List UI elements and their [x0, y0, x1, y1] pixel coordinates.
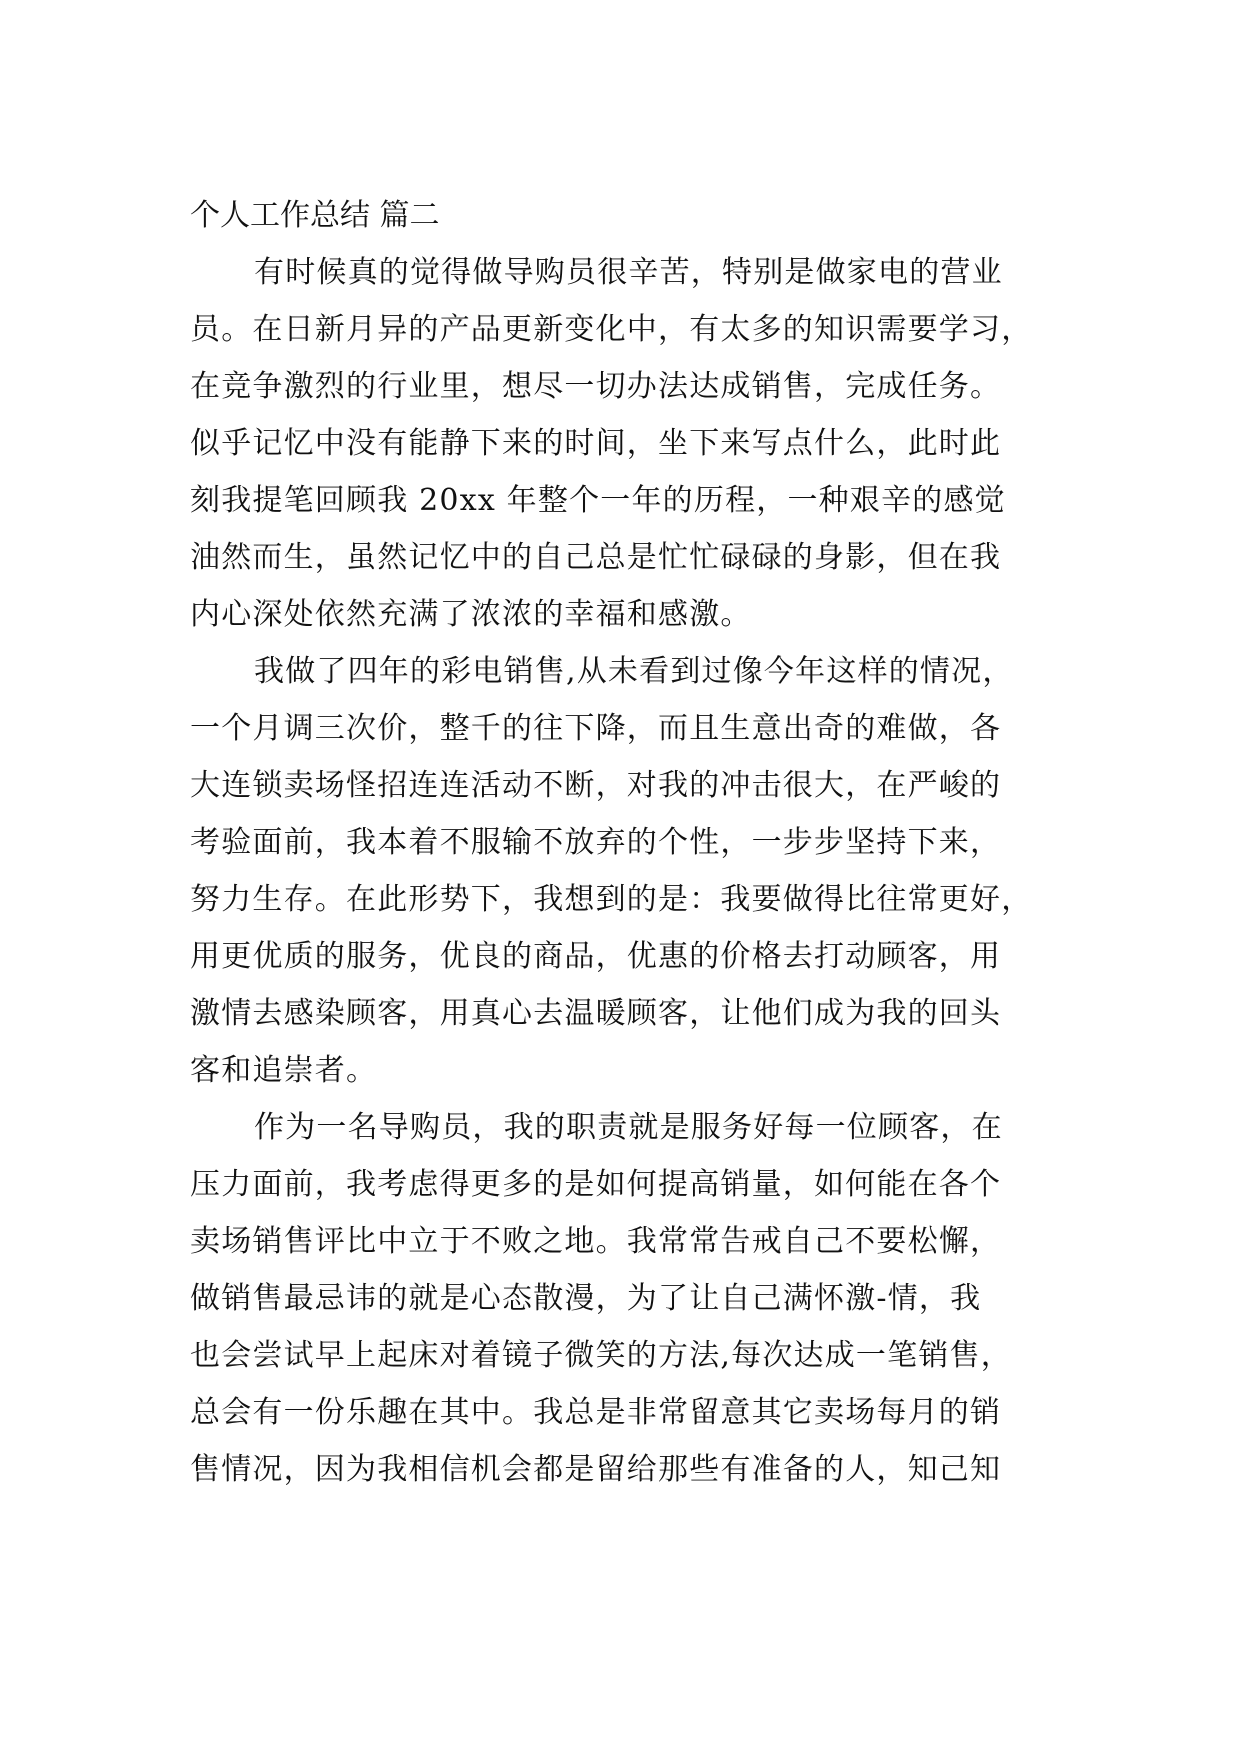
paragraph-line: 卖场销售评比中立于不败之地。我常常告戒自己不要松懈， [190, 1224, 1002, 1259]
paragraph-line: 压力面前，我考虑得更多的是如何提高销量，如何能在各个 [190, 1167, 1002, 1202]
paragraph-line: 一个月调三次价，整千的往下降，而且生意出奇的难做，各 [190, 711, 1002, 746]
paragraph-line: 内心深处依然充满了浓浓的幸福和感激。 [190, 597, 752, 632]
paragraph-line: 也会尝试早上起床对着镜子微笑的方法,每次达成一笔销售， [190, 1338, 1012, 1373]
paragraph-line: 员。在日新月异的产品更新变化中，有太多的知识需要学习， [190, 312, 1033, 347]
paragraph-line: 油然而生，虽然记忆中的自己总是忙忙碌碌的身影，但在我 [190, 540, 1002, 575]
paragraph-line: 我做了四年的彩电销售,从未看到过像今年这样的情况， [254, 654, 1014, 689]
paragraph-line: 总会有一份乐趣在其中。我总是非常留意其它卖场每月的销 [190, 1395, 1002, 1430]
paragraph-line: 售情况，因为我相信机会都是留给那些有准备的人，知己知 [190, 1452, 1002, 1487]
paragraph-line: 激情去感染顾客，用真心去温暖顾客，让他们成为我的回头 [190, 996, 1002, 1031]
paragraph-line: 在竞争激烈的行业里，想尽一切办法达成销售，完成任务。 [190, 369, 1002, 404]
paragraph-line: 似乎记忆中没有能静下来的时间，坐下来写点什么，此时此 [190, 426, 1002, 461]
paragraph-line: 用更优质的服务，优良的商品，优惠的价格去打动顾客，用 [190, 939, 1002, 974]
paragraph-line: 努力生存。在此形势下，我想到的是：我要做得比往常更好， [190, 882, 1033, 917]
paragraph-line: 有时候真的觉得做导购员很辛苦，特别是做家电的营业 [254, 255, 1003, 290]
paragraph-line: 大连锁卖场怪招连连活动不断，对我的冲击很大，在严峻的 [190, 768, 1002, 803]
document-title: 个人工作总结 篇二 [190, 198, 440, 233]
paragraph-line: 作为一名导购员，我的职责就是服务好每一位顾客，在 [254, 1110, 1003, 1145]
paragraph-line: 考验面前，我本着不服输不放弃的个性，一步步坚持下来， [190, 825, 1002, 860]
paragraph-line: 客和追崇者。 [190, 1053, 378, 1088]
paragraph-line: 做销售最忌讳的就是心态散漫，为了让自己满怀激-情，我 [190, 1281, 982, 1316]
paragraph-line: 刻我提笔回顾我 20xx 年整个一年的历程，一种艰辛的感觉 [190, 483, 1006, 518]
